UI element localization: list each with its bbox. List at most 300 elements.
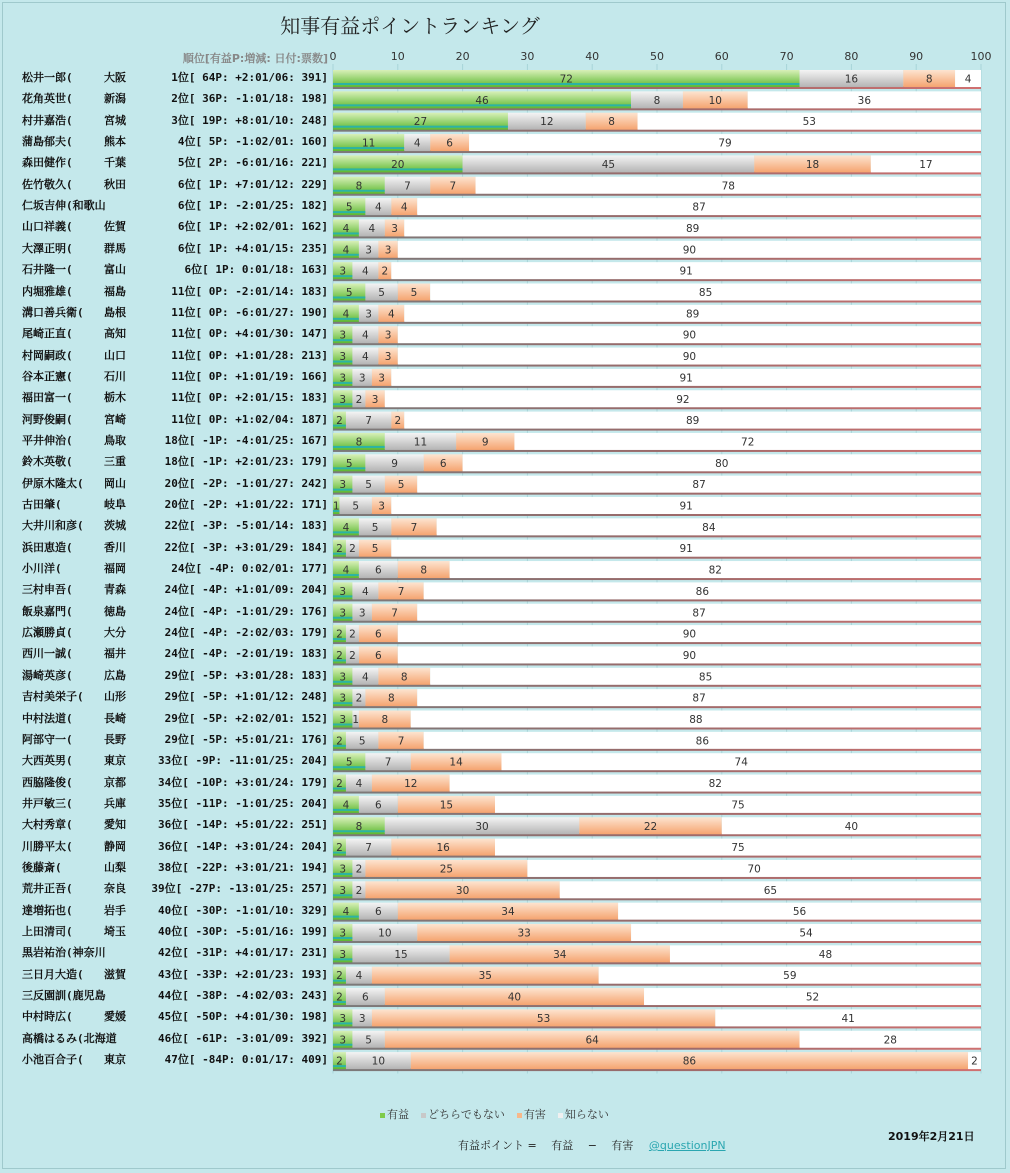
governor-name: 溝口善兵衛( <box>22 305 84 319</box>
data-label: 2 <box>336 842 343 855</box>
data-label: 3 <box>339 1034 347 1047</box>
governor-name: 高橋はるみ(北海道 <box>22 1031 117 1045</box>
rank-stats: 47位[ -84P: 0:01/17: 409] <box>164 1053 328 1067</box>
data-label: 46 <box>475 94 489 107</box>
data-label: 9 <box>481 436 489 449</box>
data-label: 6 <box>375 906 382 919</box>
data-label: 70 <box>747 863 761 876</box>
author-handle[interactable]: @questionJPN <box>648 1139 726 1152</box>
data-label: 90 <box>682 649 697 662</box>
data-label: 3 <box>378 500 385 513</box>
rank-stats: 11位[ 0P: -2:01/14: 183] <box>171 284 328 298</box>
rank-stats: 33位[ -9P: -11:01/25: 204] <box>158 754 328 768</box>
data-label: 25 <box>439 863 454 876</box>
data-label: 3 <box>339 948 347 961</box>
data-label: 6 <box>375 628 382 641</box>
rank-stats: 36位[ -14P: +3:01/24: 204] <box>158 839 328 853</box>
governor-name: 村井嘉浩( <box>22 113 73 127</box>
data-label: 10 <box>708 94 723 107</box>
data-label: 3 <box>365 244 372 257</box>
data-label: 84 <box>702 521 716 534</box>
prefecture: 静岡 <box>104 839 126 853</box>
rank-stats: 11位[ 0P: +2:01/15: 183] <box>171 391 328 405</box>
governor-name: 仁坂吉伸(和歌山 <box>22 199 106 213</box>
data-label: 2 <box>381 265 389 278</box>
data-label: 53 <box>536 1012 551 1025</box>
data-label: 56 <box>792 906 807 919</box>
governor-name: 伊原木隆太( <box>22 476 84 490</box>
prefecture: 埼玉 <box>104 925 126 938</box>
governor-name: 三村申吾( <box>22 583 73 597</box>
data-label: 8 <box>355 820 363 833</box>
data-label: 35 <box>478 970 492 983</box>
data-label: 5 <box>345 201 353 214</box>
governor-name: 花角英世( <box>22 92 73 106</box>
prefecture: 石川 <box>104 369 126 383</box>
rank-stats: 42位[ -31P: +4:01/17: 231] <box>158 946 328 960</box>
data-label: 87 <box>692 201 706 214</box>
x-tick-label: 70 <box>779 50 794 63</box>
data-label: 78 <box>721 180 735 193</box>
x-tick-label: 60 <box>714 50 729 63</box>
data-label: 82 <box>708 564 723 577</box>
data-label: 6 <box>375 799 382 812</box>
data-label: 8 <box>653 94 661 107</box>
data-label: 27 <box>413 116 428 129</box>
formula-footer <box>458 1137 726 1153</box>
data-label: 52 <box>805 991 820 1004</box>
data-label: 3 <box>384 329 392 342</box>
governor-name: 大西英男( <box>22 754 73 768</box>
rank-stats: 11位[ 0P: +1:01/19: 166] <box>171 369 328 383</box>
data-label: 2 <box>336 970 343 983</box>
prefecture: 群馬 <box>104 241 126 255</box>
data-label: 4 <box>342 906 350 919</box>
data-label: 79 <box>718 137 732 150</box>
rank-stats: 20位[ -2P: -1:01/27: 242] <box>164 476 328 490</box>
data-label: 72 <box>559 73 573 86</box>
prefecture: 愛媛 <box>104 1010 126 1024</box>
rank-stats: 29位[ -5P: +3:01/28: 183] <box>164 668 328 682</box>
data-label: 10 <box>371 1055 386 1068</box>
data-label: 82 <box>708 778 723 791</box>
data-label: 4 <box>362 265 369 278</box>
data-label: 14 <box>449 756 463 769</box>
data-label: 74 <box>734 756 748 769</box>
rank-stats: 29位[ -5P: +2:02/01: 152] <box>164 711 328 725</box>
prefecture: 兵庫 <box>104 796 126 810</box>
data-label: 7 <box>404 180 411 193</box>
governor-name: 上田清司( <box>22 925 73 938</box>
chart-title: 知事有益ポイントランキング <box>280 14 540 38</box>
prefecture: 高知 <box>104 327 126 341</box>
prefecture: 秋田 <box>104 177 126 191</box>
data-label: 86 <box>682 1055 697 1068</box>
data-label: 48 <box>818 948 833 961</box>
data-label: 28 <box>883 1034 897 1047</box>
data-label: 59 <box>783 970 797 983</box>
rank-stats: 43位[ -33P: +2:01/23: 193] <box>158 967 328 981</box>
data-label: 4 <box>362 585 369 598</box>
governor-name: 浜田恵造( <box>22 540 73 554</box>
data-label: 3 <box>358 372 366 385</box>
prefecture: 宮城 <box>104 113 126 127</box>
governor-name: 松井一郎( <box>22 71 73 84</box>
prefecture: 大分 <box>104 626 126 640</box>
prefecture: 香川 <box>104 540 126 554</box>
data-label: 2 <box>349 628 356 641</box>
prefecture: 岩手 <box>104 903 126 917</box>
governor-name: 尾崎正直( <box>22 327 73 341</box>
data-label: 6 <box>362 991 369 1004</box>
data-label: 3 <box>339 393 347 406</box>
governor-name: 井戸敏三( <box>22 796 73 810</box>
data-label: 4 <box>368 222 376 235</box>
rank-stats: 22位[ -3P: -5:01/14: 183] <box>164 519 328 533</box>
rank-stats: 20位[ -2P: +1:01/22: 171] <box>164 498 328 511</box>
rank-stats: 40位[ -30P: -5:01/16: 199] <box>158 925 328 938</box>
data-label: 3 <box>339 479 347 492</box>
data-label: 1 <box>332 500 340 513</box>
prefecture: 新潟 <box>104 92 126 106</box>
data-label: 5 <box>345 457 353 470</box>
governor-name: 内堀雅雄( <box>22 284 73 298</box>
rank-stats: 6位[ 1P: -2:01/25: 182] <box>177 199 328 213</box>
legend-item <box>421 1108 505 1121</box>
prefecture: 京都 <box>104 775 126 789</box>
governor-name: 村岡嗣政( <box>22 348 73 362</box>
legend-label: 有益 <box>387 1108 409 1121</box>
data-label: 88 <box>689 714 703 726</box>
data-label: 87 <box>692 607 706 620</box>
rank-stats: 11位[ 0P: -6:01/27: 190] <box>171 305 328 319</box>
legend-item <box>380 1108 409 1121</box>
data-label: 90 <box>682 628 697 641</box>
data-label: 7 <box>449 180 457 193</box>
governor-name: 三反園訓(鹿児島 <box>22 989 106 1003</box>
rank-stats: 5位[ 2P: -6:01/16: 221] <box>177 156 328 170</box>
x-tick-label: 30 <box>520 50 535 63</box>
row-header: 順位[有益P:増減: 日付:票数] <box>182 52 328 65</box>
rank-stats: 29位[ -5P: +5:01/21: 176] <box>164 732 328 746</box>
governor-name: 西脇隆俊( <box>22 775 73 789</box>
governor-name: 吉村美栄子( <box>22 690 84 704</box>
data-label: 11 <box>413 436 428 449</box>
governor-name: 佐竹敬久( <box>22 177 73 191</box>
data-label: 18 <box>805 158 820 171</box>
data-label: 92 <box>676 393 690 406</box>
prefecture: 山口 <box>104 348 126 362</box>
data-label: 2 <box>349 649 356 662</box>
rank-stats: 38位[ -22P: +3:01/21: 194] <box>158 860 328 874</box>
prefecture: 福井 <box>104 647 126 661</box>
data-label: 5 <box>410 287 418 299</box>
data-label: 3 <box>358 1012 366 1025</box>
data-label: 36 <box>857 94 872 107</box>
data-label: 5 <box>371 543 379 556</box>
data-label: 34 <box>553 948 567 961</box>
data-label: 2 <box>355 863 363 876</box>
data-label: 89 <box>685 415 700 428</box>
rank-stats: 6位[ 1P: +2:02/01: 162] <box>177 220 328 234</box>
data-label: 3 <box>339 372 347 385</box>
data-label: 7 <box>365 842 372 855</box>
data-label: 3 <box>371 393 379 406</box>
data-label: 8 <box>400 671 408 684</box>
governor-name: 森田健作( <box>22 156 73 170</box>
data-label: 3 <box>339 329 347 342</box>
governor-name: 石井隆一( <box>22 263 73 277</box>
data-label: 33 <box>517 927 531 940</box>
data-label: 7 <box>397 735 405 748</box>
data-label: 2 <box>336 735 343 748</box>
data-label: 7 <box>397 585 405 598</box>
data-label: 2 <box>336 628 343 641</box>
governor-name: 飯泉嘉門( <box>22 604 73 618</box>
rank-stats: 24位[ -4P: +1:01/09: 204] <box>164 583 328 597</box>
data-label: 7 <box>391 607 398 620</box>
governor-name: 川勝平太( <box>22 839 73 853</box>
rank-stats: 44位[ -38P: -4:02/03: 243] <box>158 989 328 1003</box>
rank-stats: 11位[ 0P: +4:01/30: 147] <box>171 327 328 341</box>
data-label: 91 <box>679 543 693 556</box>
data-label: 54 <box>799 927 813 940</box>
data-label: 2 <box>355 393 363 406</box>
data-label: 4 <box>400 201 408 214</box>
data-label: 5 <box>365 479 372 492</box>
data-label: 8 <box>381 714 389 726</box>
data-label: 6 <box>439 457 447 470</box>
data-label: 2 <box>355 692 363 705</box>
data-label: 40 <box>507 991 522 1004</box>
data-label: 4 <box>362 329 369 342</box>
rank-stats: 40位[ -30P: -1:01/10: 329] <box>158 903 328 917</box>
rank-stats: 39位[ -27P: -13:01/25: 257] <box>151 882 328 896</box>
data-label: 41 <box>841 1012 855 1025</box>
data-label: 3 <box>384 244 392 257</box>
data-label: 6 <box>375 649 382 662</box>
x-tick-label: 90 <box>909 50 924 63</box>
data-label: 45 <box>601 158 616 171</box>
prefecture: 岡山 <box>104 476 126 490</box>
data-label: 5 <box>378 287 385 299</box>
data-label: 12 <box>540 116 554 129</box>
data-label: 5 <box>371 521 379 534</box>
prefecture: 長野 <box>104 732 126 746</box>
formula-text: 有益ポイント = 有益 − 有害 <box>458 1139 634 1152</box>
rank-stats: 29位[ -5P: +1:01/12: 248] <box>164 690 328 704</box>
data-label: 85 <box>698 287 713 299</box>
data-label: 8 <box>355 436 363 449</box>
data-label: 11 <box>361 137 376 150</box>
data-label: 91 <box>679 500 693 513</box>
data-label: 4 <box>342 564 350 577</box>
data-label: 3 <box>339 692 347 705</box>
prefecture: 愛知 <box>104 818 126 832</box>
rank-stats: 24位[ -4P: -1:01/29: 176] <box>164 604 328 618</box>
data-label: 75 <box>731 799 745 812</box>
rank-stats: 4位[ 5P: -1:02/01: 160] <box>177 135 328 149</box>
date-label: 2019年2月21日 <box>888 1130 975 1143</box>
rank-stats: 35位[ -11P: -1:01/25: 204] <box>158 796 328 810</box>
data-label: 2 <box>349 543 356 556</box>
prefecture: 福島 <box>104 284 126 298</box>
data-label: 8 <box>420 564 428 577</box>
data-label: 15 <box>439 799 454 812</box>
data-label: 89 <box>685 222 700 235</box>
data-label: 8 <box>355 180 363 193</box>
data-label: 3 <box>339 884 347 897</box>
governor-name: 福田富一( <box>22 391 73 405</box>
data-label: 90 <box>682 351 697 364</box>
x-tick-label: 40 <box>585 50 600 63</box>
prefecture: 奈良 <box>104 882 126 896</box>
rank-stats: 24位[ -4P: -2:01/19: 183] <box>164 647 328 661</box>
data-label: 6 <box>375 564 382 577</box>
data-label: 17 <box>919 158 933 171</box>
rank-stats: 18位[ -1P: +2:01/23: 179] <box>164 455 328 469</box>
prefecture: 山梨 <box>104 860 126 874</box>
data-label: 5 <box>352 500 360 513</box>
rank-stats: 24位[ -4P: 0:02/01: 177] <box>171 562 328 576</box>
prefecture: 栃木 <box>104 391 126 405</box>
data-label: 4 <box>362 351 369 364</box>
data-label: 90 <box>682 329 697 342</box>
legend-label: 有害 <box>523 1108 546 1121</box>
legend-label: 知らない <box>564 1108 609 1121</box>
data-label: 16 <box>436 842 450 855</box>
data-label: 80 <box>715 457 729 470</box>
prefecture: 富山 <box>104 263 126 277</box>
prefecture: 東京 <box>104 754 126 768</box>
data-label: 91 <box>679 372 693 385</box>
governor-name: 荒井正吾( <box>22 882 73 896</box>
prefecture: 青森 <box>104 583 126 597</box>
data-label: 4 <box>342 222 350 235</box>
legend-swatch <box>421 1113 426 1118</box>
prefecture: 福岡 <box>104 562 126 576</box>
governor-name: 達増拓也( <box>22 903 73 917</box>
rank-stats: 6位[ 1P: +7:01/12: 229] <box>177 177 328 191</box>
data-label: 65 <box>763 884 778 897</box>
data-label: 4 <box>964 73 972 86</box>
data-label: 20 <box>391 158 405 171</box>
data-label: 3 <box>339 265 347 278</box>
data-label: 2 <box>336 415 343 428</box>
rank-stats: 22位[ -3P: +3:01/29: 184] <box>164 540 328 554</box>
governor-name: 中村法道( <box>22 711 73 725</box>
data-label: 53 <box>802 116 816 129</box>
governor-name: 平井伸治( <box>22 433 73 447</box>
legend-swatch <box>558 1113 563 1118</box>
data-label: 1 <box>352 714 360 726</box>
data-label: 5 <box>358 735 366 748</box>
data-label: 2 <box>336 543 343 556</box>
data-label: 4 <box>342 244 350 257</box>
governor-name: 大井川和彦( <box>22 519 84 533</box>
rank-stats: 34位[ -10P: +3:01/24: 179] <box>158 775 328 789</box>
data-label: 64 <box>585 1034 599 1047</box>
data-label: 4 <box>362 671 369 684</box>
legend-item <box>517 1108 546 1121</box>
governor-name: 河野俊嗣( <box>22 412 73 426</box>
prefecture: 佐賀 <box>104 220 126 234</box>
data-label: 4 <box>375 201 382 214</box>
data-label: 30 <box>455 884 470 897</box>
data-label: 30 <box>475 820 489 833</box>
data-label: 4 <box>342 521 350 534</box>
governor-name: 鈴木英敬( <box>22 455 73 469</box>
data-label: 2 <box>394 415 402 428</box>
prefecture: 徳島 <box>104 604 126 618</box>
x-tick-label: 10 <box>390 50 405 63</box>
rank-stats: 11位[ 0P: +1:01/28: 213] <box>171 348 328 362</box>
data-label: 91 <box>679 265 693 278</box>
data-label: 2 <box>336 778 343 791</box>
x-tick-label: 0 <box>329 50 337 63</box>
data-label: 15 <box>394 948 408 961</box>
x-tick-label: 50 <box>650 50 664 63</box>
prefecture: 滋賀 <box>104 967 126 981</box>
rank-stats: 18位[ -1P: -4:01/25: 167] <box>164 433 328 447</box>
data-label: 12 <box>404 778 418 791</box>
data-label: 5 <box>397 479 405 492</box>
governor-name: 阿部守一( <box>22 732 73 746</box>
governor-name: 山口祥義( <box>22 220 73 234</box>
prefecture: 東京 <box>104 1053 126 1067</box>
governor-name: 大澤正明( <box>22 241 73 255</box>
legend-item <box>558 1108 609 1121</box>
governor-name: 小川洋( <box>22 562 62 576</box>
data-label: 3 <box>365 308 372 321</box>
data-label: 3 <box>339 863 347 876</box>
legend-label: どちらでもない <box>428 1108 505 1121</box>
data-label: 4 <box>342 308 350 321</box>
data-label: 8 <box>925 73 933 86</box>
data-label: 40 <box>844 820 859 833</box>
legend-swatch <box>380 1113 385 1118</box>
data-label: 8 <box>608 116 615 129</box>
data-label: 3 <box>384 351 392 364</box>
data-label: 2 <box>971 1055 978 1068</box>
data-label: 3 <box>339 671 347 684</box>
prefecture: 広島 <box>104 668 126 682</box>
governor-name: 中村時広( <box>22 1010 73 1024</box>
prefecture: 熊本 <box>104 135 126 149</box>
rank-stats: 11位[ 0P: +1:02/04: 187] <box>171 412 328 426</box>
x-tick-label: 80 <box>844 50 859 63</box>
data-label: 2 <box>355 884 363 897</box>
x-tick-label: 20 <box>455 50 470 63</box>
governor-name: 広瀬勝貞( <box>22 626 73 640</box>
prefecture: 三重 <box>104 455 126 469</box>
prefecture: 長崎 <box>104 711 126 725</box>
data-label: 9 <box>391 457 398 470</box>
governor-name: 谷本正憲( <box>22 369 73 383</box>
data-label: 3 <box>339 714 347 726</box>
governor-name: 蒲島郁夫( <box>22 135 73 149</box>
prefecture: 山形 <box>104 690 126 704</box>
data-label: 10 <box>378 927 392 940</box>
data-label: 4 <box>387 308 395 321</box>
data-label: 72 <box>741 436 755 449</box>
prefecture: 鳥取 <box>104 433 126 447</box>
data-label: 2 <box>336 649 343 662</box>
data-label: 75 <box>731 842 745 855</box>
data-label: 3 <box>358 607 366 620</box>
data-label: 7 <box>365 415 372 428</box>
data-label: 7 <box>384 756 392 769</box>
